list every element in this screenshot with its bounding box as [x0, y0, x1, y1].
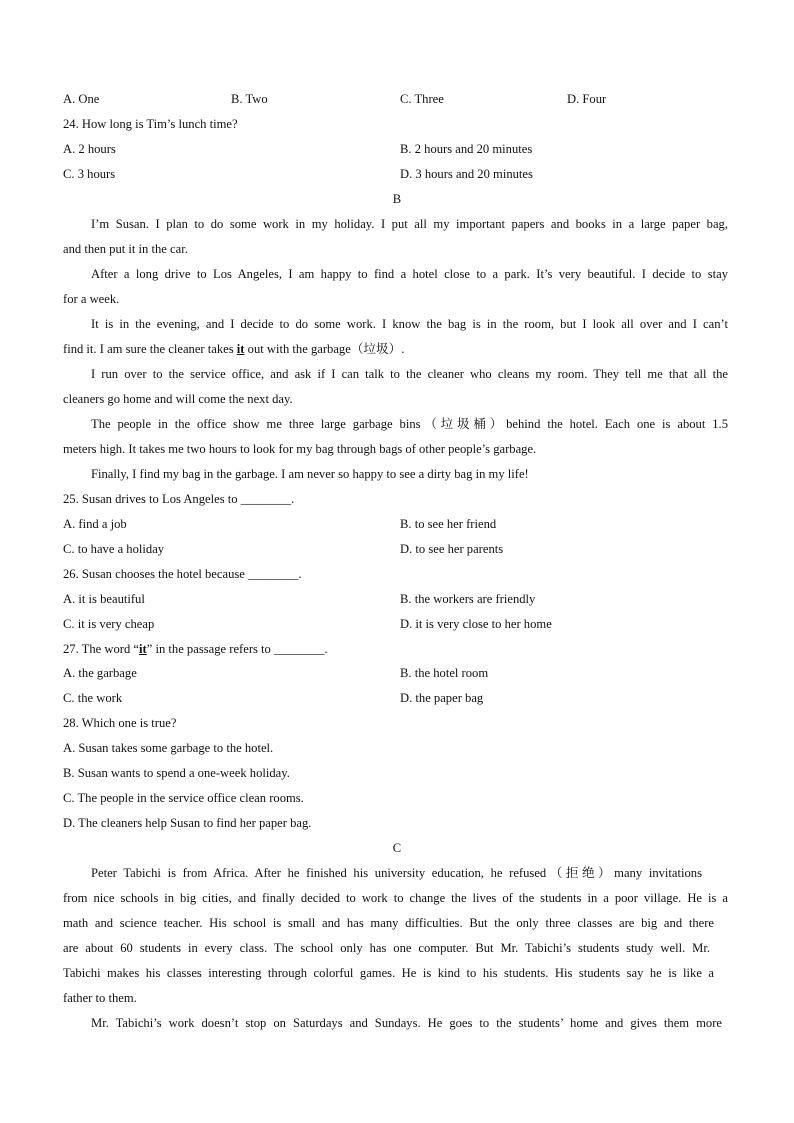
b-paragraph-4-line-2: cleaners go home and will come the next day.: [63, 392, 293, 406]
q24-option-b: B. 2 hours and 20 minutes: [400, 142, 533, 156]
q27-stem: [63, 641, 728, 657]
q27-text-after: ” in the passage refers to ________.: [146, 642, 328, 656]
q27-underlined-it: it: [139, 642, 147, 656]
q27-text-before: 27. The word “: [63, 642, 140, 656]
q26-option-d: D. it is very close to her home: [400, 617, 552, 631]
c-paragraph-1-line-5: Tabichi makes his classes interesting through colorful games. He is kind to his students. His students say he is like a: [63, 966, 714, 980]
q25-option-a: A. find a job: [63, 517, 127, 531]
b-paragraph-5-line-2: meters high. It takes me two hours to look for my bag through bags of other people’s garbage.: [63, 442, 537, 456]
q27-option-b: B. the hotel room: [400, 666, 489, 680]
c-paragraph-1-line-3: math and science teacher. His school is small and has many difficulties. But the only three classes are big and there: [63, 916, 714, 930]
q23-option-a: A. One: [63, 92, 100, 106]
b-paragraph-2-line-2: for a week.: [63, 292, 120, 306]
underlined-it: it: [236, 342, 245, 356]
b-paragraph-2-line-1: After a long drive to Los Angeles, I am happy to find a hotel close to a park. It’s very beautiful. I decide to stay: [91, 267, 728, 281]
section-c-label: C: [392, 841, 402, 855]
q28-option-a: A. Susan takes some garbage to the hotel.: [63, 741, 274, 755]
section-b-label: B: [392, 192, 402, 206]
q27-option-d: D. the paper bag: [400, 691, 484, 705]
q26-option-b: B. the workers are friendly: [400, 592, 536, 606]
c-paragraph-1-line-6: father to them.: [63, 991, 137, 1005]
b-paragraph-5-line-1: The people in the office show me three large garbage bins（垃圾桶）behind the hotel. Each one is about 1.5: [91, 417, 728, 431]
q25-option-d: D. to see her parents: [400, 542, 504, 556]
b-paragraph-4-line-1: I run over to the service office, and ask if I can talk to the cleaner who cleans my room. They tell me that all the: [91, 367, 728, 381]
q28-stem: 28. Which one is true?: [63, 716, 177, 730]
q27-option-c: C. the work: [63, 691, 123, 705]
q24-option-d: D. 3 hours and 20 minutes: [400, 167, 533, 181]
q26-option-a: A. it is beautiful: [63, 592, 145, 606]
b-paragraph-3-line-1: It is in the evening, and I decide to do some work. I know the bag is in the room, but I look all over and I can’t: [91, 317, 728, 331]
q23-option-b: B. Two: [231, 92, 268, 106]
b-paragraph-6-line-1: Finally, I find my bag in the garbage. I am never so happy to see a dirty bag in my life!: [91, 467, 529, 481]
c-paragraph-1-line-2: from nice schools in big cities, and finally decided to work to change the lives of the students in a poor village. He is a: [63, 891, 728, 905]
c-paragraph-2-line-1: Mr. Tabichi’s work doesn’t stop on Saturdays and Sundays. He goes to the students’ home and gives them more: [91, 1016, 722, 1030]
b-paragraph-3-line-2: [63, 341, 728, 357]
q28-option-d: D. The cleaners help Susan to find her paper bag.: [63, 816, 312, 830]
c-paragraph-1-line-4: are about 60 students in every class. The school only has one computer. But Mr. Tabichi’s students study well. Mr.: [63, 941, 710, 955]
q23-option-d: D. Four: [567, 92, 607, 106]
b-p3-text-before: find it. I am sure the cleaner takes: [63, 342, 237, 356]
q26-stem: 26. Susan chooses the hotel because ________.: [63, 567, 302, 581]
q24-option-a: A. 2 hours: [63, 142, 116, 156]
q25-option-b: B. to see her friend: [400, 517, 497, 531]
q24-option-c: C. 3 hours: [63, 167, 116, 181]
b-paragraph-1-line-1: I’m Susan. I plan to do some work in my holiday. I put all my important papers and books in a large paper bag,: [91, 217, 728, 231]
q28-option-c: C. The people in the service office clean rooms.: [63, 791, 304, 805]
b-p3-text-after: out with the garbage（垃圾）.: [244, 342, 405, 356]
q27-option-a: A. the garbage: [63, 666, 137, 680]
q24-stem: 24. How long is Tim’s lunch time?: [63, 117, 238, 131]
q25-stem: 25. Susan drives to Los Angeles to ________.: [63, 492, 295, 506]
q26-option-c: C. it is very cheap: [63, 617, 155, 631]
c-paragraph-1-line-1: Peter Tabichi is from Africa. After he finished his university education, he refused（拒绝）many invitations: [91, 866, 702, 880]
b-paragraph-1-line-2: and then put it in the car.: [63, 242, 188, 256]
q25-option-c: C. to have a holiday: [63, 542, 165, 556]
q23-option-c: C. Three: [400, 92, 444, 106]
q28-option-b: B. Susan wants to spend a one-week holiday.: [63, 766, 290, 780]
